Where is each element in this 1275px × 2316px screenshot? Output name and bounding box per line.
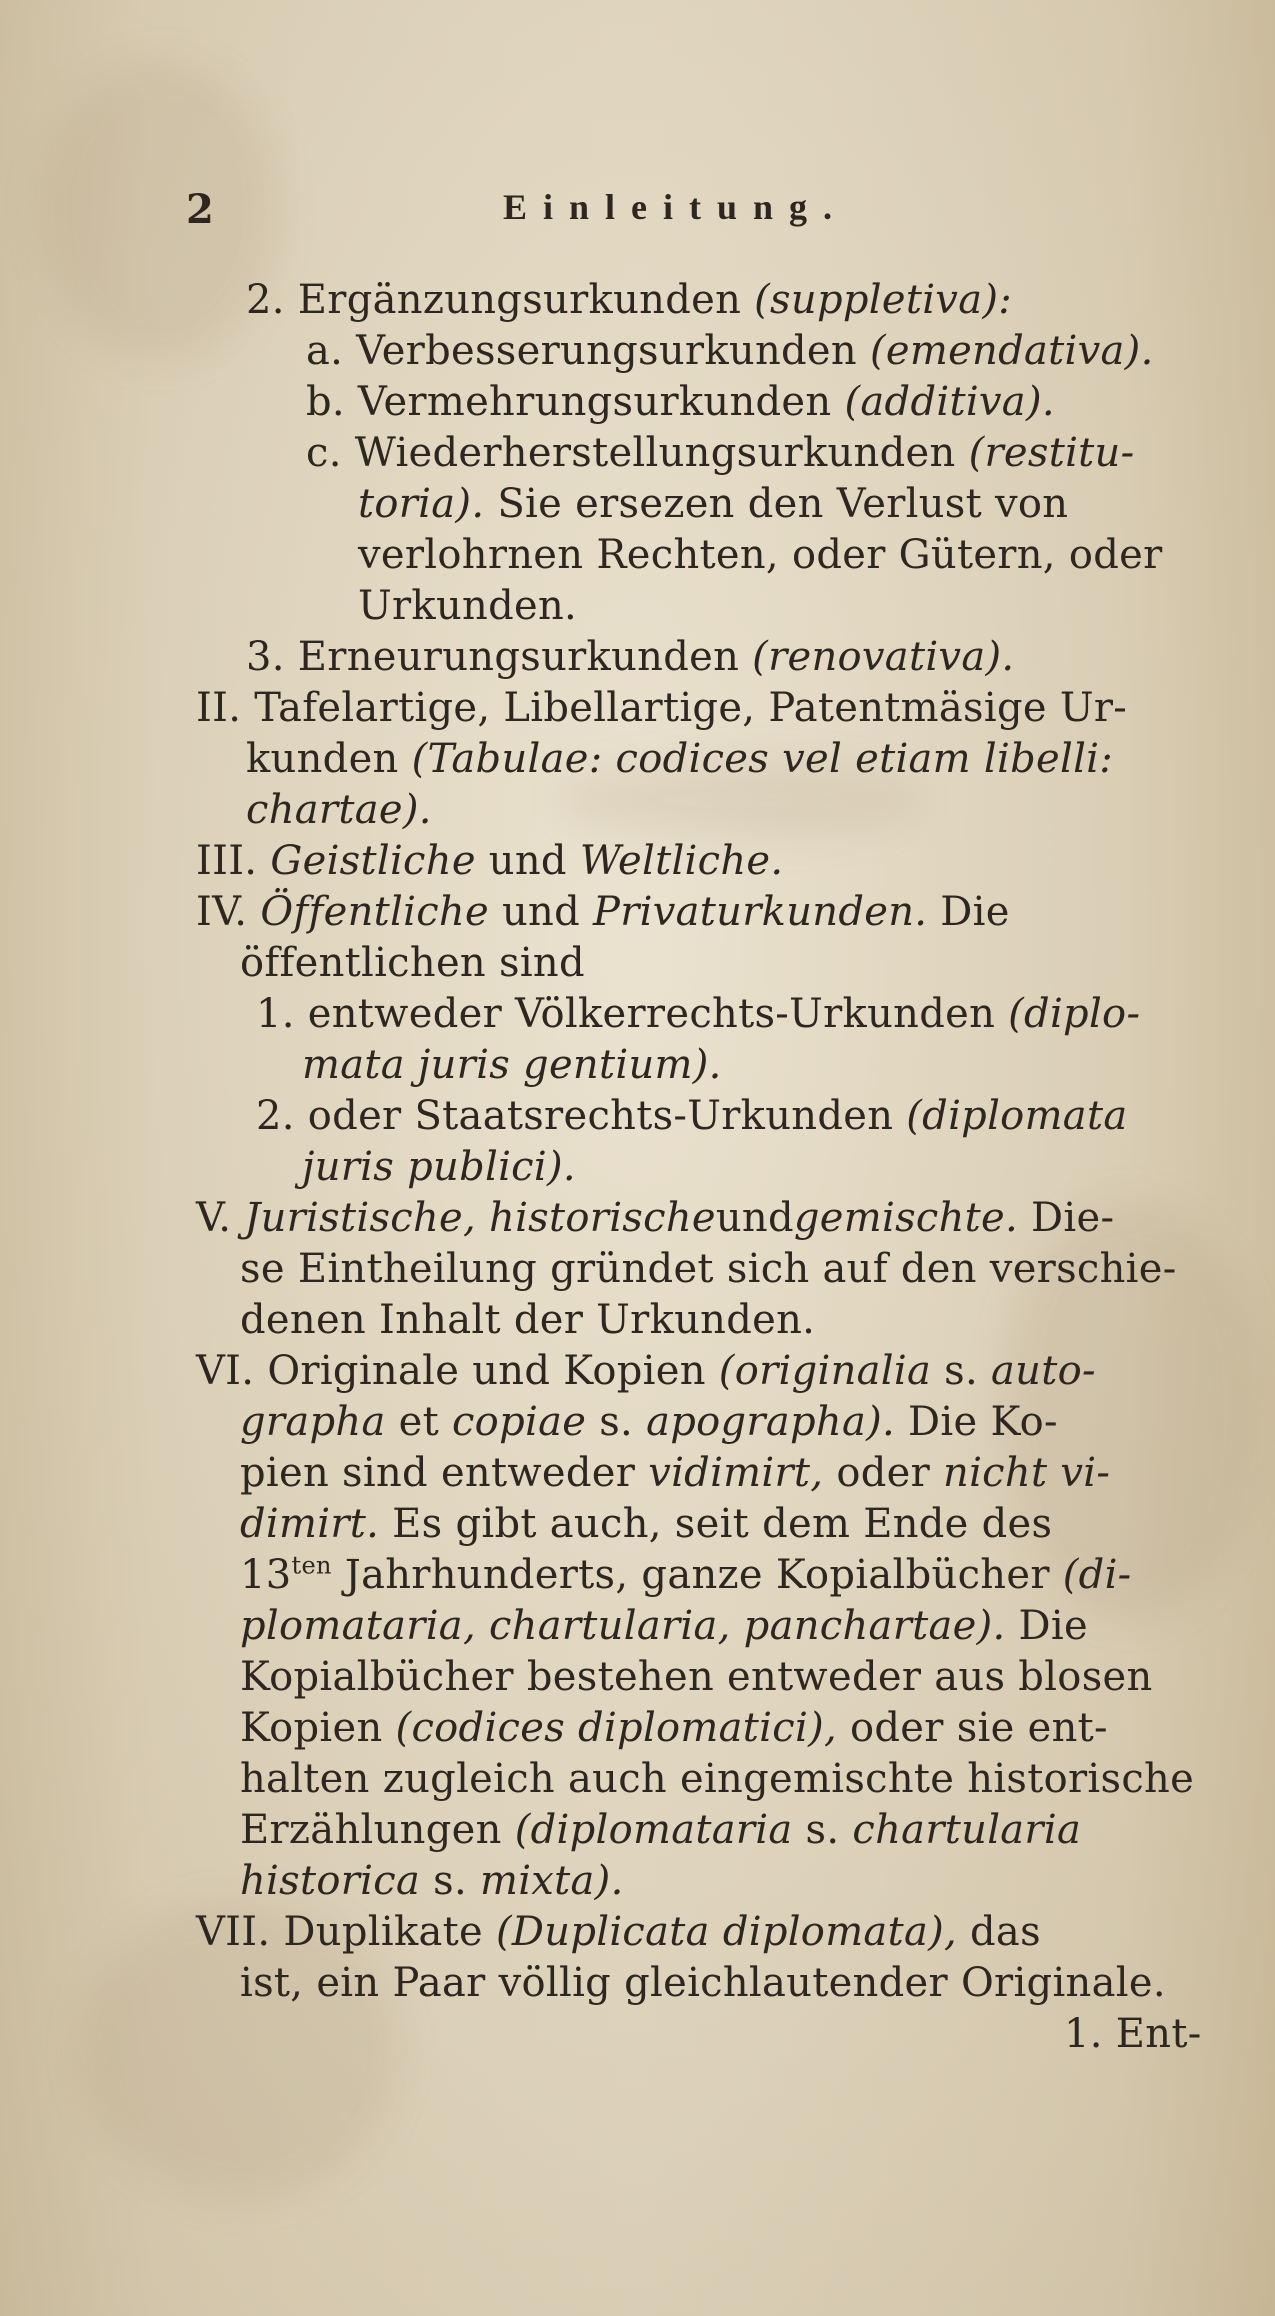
- italic-text: juris publici).: [302, 1144, 576, 1190]
- text-line: [196, 1908, 1041, 1956]
- text-line: [240, 1602, 1088, 1650]
- roman-text: 13: [240, 1552, 292, 1598]
- roman-text: Erzählungen: [240, 1807, 515, 1853]
- roman-text: b. Vermehrungsurkunden: [306, 379, 845, 425]
- italic-text: toria).: [358, 481, 485, 527]
- text-line: [302, 1143, 576, 1191]
- italic-text: (Duplicata diplomata),: [496, 1909, 958, 1955]
- text-line: [246, 276, 1012, 324]
- roman-text: Urkunden.: [358, 583, 578, 629]
- text-line: [246, 786, 432, 834]
- roman-text: Die-: [1018, 1195, 1115, 1241]
- text-line: [240, 1959, 1166, 2007]
- text-line: [246, 735, 1113, 783]
- italic-text: Privaturkunden.: [593, 889, 928, 935]
- italic-text: chartularia: [852, 1807, 1082, 1853]
- italic-text: (restitu-: [968, 430, 1135, 476]
- italic-text: (diplo-: [1008, 991, 1141, 1037]
- text-line: [240, 1500, 1052, 1548]
- text-line: [196, 837, 783, 885]
- roman-text: VI. Originale und Kopien: [196, 1348, 719, 1394]
- italic-text: mata juris gentium).: [302, 1042, 722, 1088]
- text-line: [240, 1755, 1194, 1803]
- text-line: [196, 1194, 1114, 1242]
- roman-text: und: [475, 838, 580, 884]
- roman-text: Sie ersezen den Verlust von: [484, 481, 1069, 527]
- roman-text: öffentlichen sind: [240, 940, 585, 986]
- roman-text: das: [957, 1909, 1041, 1955]
- text-line: [196, 684, 1127, 732]
- text-line: [306, 429, 1134, 477]
- italic-text: historica: [240, 1858, 421, 1904]
- text-line: [240, 1449, 1110, 1497]
- italic-text: dimirt.: [240, 1501, 380, 1547]
- roman-text: Kopialbücher bestehen entweder aus blosen: [240, 1654, 1153, 1700]
- text-line: [240, 1245, 1177, 1293]
- italic-text: gemischte.: [793, 1195, 1019, 1241]
- roman-text: Kopien: [240, 1705, 396, 1751]
- roman-text: kunden: [246, 736, 412, 782]
- roman-text: Die: [1005, 1603, 1088, 1649]
- text-line: [240, 1398, 1058, 1446]
- italic-text: grapha: [240, 1399, 386, 1445]
- roman-text: III.: [196, 838, 271, 884]
- italic-text: (diplomata: [906, 1093, 1128, 1139]
- text-line: [306, 378, 1055, 426]
- roman-text: verlohrnen Rechten, oder Gütern, oder: [358, 532, 1163, 578]
- roman-text: 3. Erneurungsurkunden: [246, 634, 753, 680]
- roman-text: c. Wiederherstellungsurkunden: [306, 430, 969, 476]
- italic-text: auto-: [991, 1348, 1096, 1394]
- italic-text: (diplomataria: [514, 1807, 793, 1853]
- catchword: 1. Ent-: [1064, 2011, 1202, 2057]
- text-line: [358, 480, 1068, 528]
- roman-text: oder sie ent-: [837, 1705, 1108, 1751]
- roman-text: a. Verbesserungsurkunden: [306, 328, 870, 374]
- text-line: [240, 1704, 1108, 1752]
- italic-text: Öffentliche: [260, 889, 489, 935]
- roman-text: Die Ko-: [895, 1399, 1058, 1445]
- italic-text: nicht vi-: [943, 1450, 1111, 1496]
- italic-text: (renovativa).: [752, 634, 1015, 680]
- roman-text: s.: [420, 1858, 480, 1904]
- italic-text: apographa).: [646, 1399, 896, 1445]
- roman-text: Die: [927, 889, 1010, 935]
- text-line: [246, 633, 1014, 681]
- roman-text: se Eintheilung gründet sich auf den verschie-: [240, 1246, 1177, 1292]
- running-title: Einleitung.: [503, 187, 849, 227]
- roman-text: und: [488, 889, 594, 935]
- roman-text: 2. Ergänzungsurkunden: [246, 277, 755, 323]
- italic-text: Juristische, historische: [244, 1195, 716, 1241]
- roman-text: Es gibt auch, seit dem Ende des: [379, 1501, 1053, 1547]
- roman-text: 2. oder Staatsrechts-Urkunden: [256, 1093, 907, 1139]
- italic-text: vidimirt,: [648, 1450, 824, 1496]
- text-line: [240, 1551, 1132, 1599]
- italic-text: (originalia: [718, 1348, 932, 1394]
- italic-text: (Tabulae: codices vel etiam libelli:: [411, 736, 1114, 782]
- italic-text: (di-: [1062, 1552, 1132, 1598]
- italic-text: (suppletiva):: [754, 277, 1013, 323]
- italic-text: (emendativa).: [869, 328, 1154, 374]
- text-line: [240, 1857, 624, 1905]
- roman-text: V.: [196, 1195, 245, 1241]
- text-line: [240, 1653, 1153, 1701]
- roman-text: Jahrhunderts, ganze Kopialbücher: [331, 1552, 1063, 1598]
- roman-text: ist, ein Paar völlig gleichlautender Originale.: [240, 1960, 1166, 2006]
- page-number: 2: [186, 186, 214, 233]
- italic-text: plomataria, chartularia, panchartae).: [240, 1603, 1006, 1649]
- roman-text: s.: [586, 1399, 647, 1445]
- italic-text: (additiva).: [844, 379, 1055, 425]
- roman-text: halten zugleich auch eingemischte historische: [240, 1756, 1195, 1802]
- text-line: [306, 327, 1154, 375]
- roman-text: VII. Duplikate: [196, 1909, 496, 1955]
- roman-text: oder: [823, 1450, 944, 1496]
- roman-text: IV.: [196, 889, 261, 935]
- roman-text: s.: [792, 1807, 853, 1853]
- roman-text: 1. entweder Völkerrechts-Urkunden: [256, 991, 1009, 1037]
- text-line: [240, 1806, 1081, 1854]
- italic-text: mixta).: [479, 1858, 624, 1904]
- roman-text: denen Inhalt der Urkunden.: [240, 1297, 816, 1343]
- text-line: [358, 531, 1163, 579]
- superscript-text: ten: [291, 1551, 332, 1580]
- text-line: [358, 582, 577, 630]
- text-line: [256, 1092, 1127, 1140]
- text-line: [240, 1296, 815, 1344]
- text-line: [256, 990, 1140, 1038]
- italic-text: (codices diplomatici),: [395, 1705, 837, 1751]
- text-line: [240, 939, 585, 987]
- roman-text: s.: [931, 1348, 992, 1394]
- roman-text: et: [385, 1399, 452, 1445]
- roman-text: II. Tafelartige, Libellartige, Patentmäsige Ur-: [196, 685, 1128, 731]
- italic-text: chartae).: [246, 787, 432, 833]
- italic-text: Weltliche.: [579, 838, 784, 884]
- roman-text: und: [715, 1195, 794, 1241]
- roman-text: pien sind entweder: [240, 1450, 649, 1496]
- italic-text: Geistliche: [270, 838, 476, 884]
- text-line: [302, 1041, 722, 1089]
- text-line: [196, 888, 1010, 936]
- italic-text: copiae: [451, 1399, 587, 1445]
- text-line: [196, 1347, 1096, 1395]
